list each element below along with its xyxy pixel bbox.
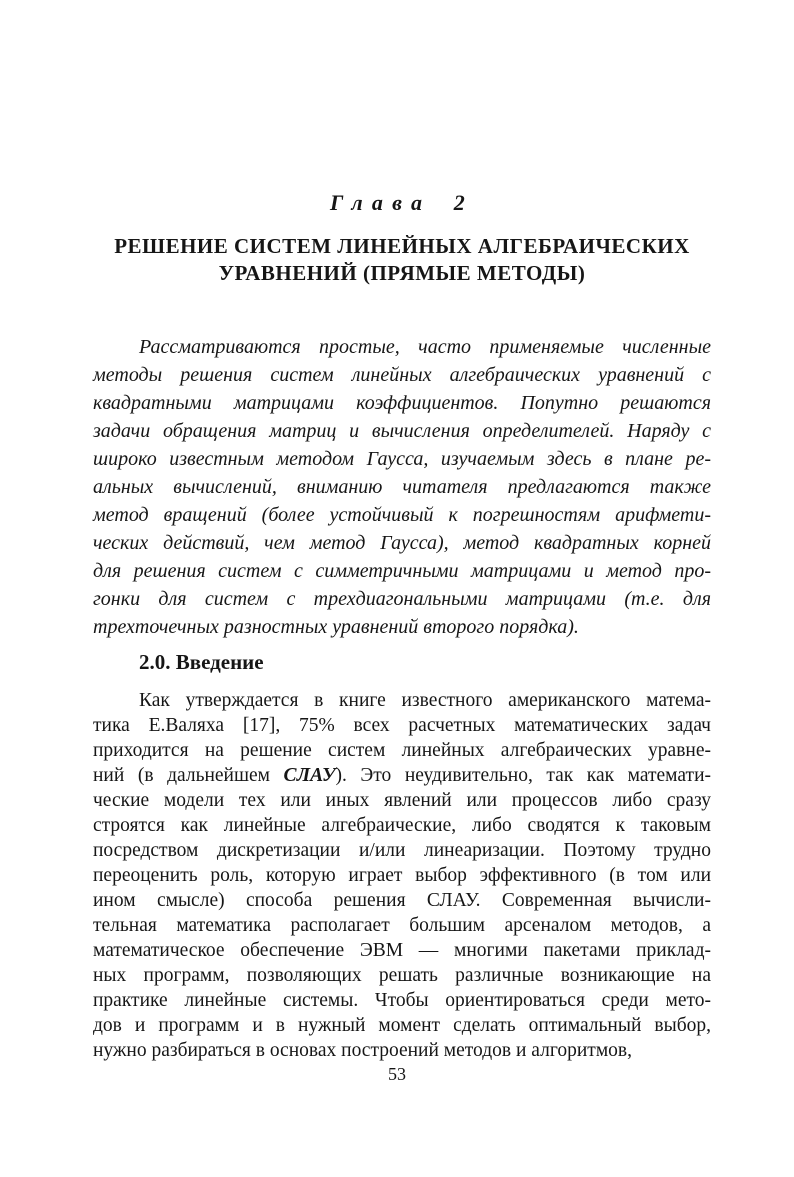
chapter-label: Глава 2 xyxy=(330,190,474,215)
text-line: практике линейные системы. Чтобы ориентироваться среди мето- xyxy=(93,990,711,1011)
text-line: квадратными матрицами коэффициентов. Попутно решаются xyxy=(93,392,711,414)
text-line: Рассматриваются простые, часто применяемые численные xyxy=(139,336,711,358)
text-line: Как утверждается в книге известного американского матема- xyxy=(139,690,711,711)
text-line: РЕШЕНИЕ СИСТЕМ ЛИНЕЙНЫХ АЛГЕБРАИЧЕСКИХ xyxy=(114,234,690,258)
text-line: ином смысле) способа решения СЛАУ. Современная вычисли- xyxy=(93,890,711,911)
text-line: нужно разбираться в основах построений методов и алгоритмов, xyxy=(93,1040,633,1061)
text-line: задачи обращения матриц и вычисления определителей. Наряду с xyxy=(93,420,711,442)
text-line: строятся как линейные алгебраические, либо сводятся к таковым xyxy=(93,815,711,836)
text-line: метод вращений (более устойчивый к погрешностям арифмети- xyxy=(93,504,711,526)
chapter-title xyxy=(93,233,711,287)
text-line: дов и программ и в нужный момент сделать оптимальный выбор, xyxy=(93,1015,711,1036)
text-line: посредством дискретизации и/или линеаризации. Поэтому трудно xyxy=(93,840,711,861)
text-line: ний (в дальнейшем СЛАУ). Это неудивительно, так как математи- xyxy=(93,765,711,786)
text-line: широко известным методом Гаусса, изучаемым здесь в плане ре- xyxy=(93,448,711,470)
abstract-paragraph xyxy=(93,333,711,641)
text-line: приходится на решение систем линейных алгебраических уравне- xyxy=(93,740,711,761)
text-line: тельная математика располагает большим арсеналом методов, а xyxy=(93,915,711,936)
text-line: ческие модели тех или иных явлений или процессов либо сразу xyxy=(93,790,711,811)
page-number: 53 xyxy=(388,1064,406,1084)
text-line: УРАВНЕНИЙ (ПРЯМЫЕ МЕТОДЫ) xyxy=(218,261,586,285)
text-line: ных программ, позволяющих решать различные возникающие на xyxy=(93,965,711,986)
text-line: тика Е.Валяха [17], 75% всех расчетных математических задач xyxy=(93,715,711,736)
text-line: математическое обеспечение ЭВМ — многими пакетами приклад- xyxy=(93,940,711,961)
text-line: альных вычислений, вниманию читателя предлагаются также xyxy=(93,476,711,498)
text-line: гонки для систем с трехдиагональными матрицами (т.е. для xyxy=(93,588,711,610)
text-line: методы решения систем линейных алгебраических уравнений с xyxy=(93,364,711,386)
section-heading: 2.0. Введение xyxy=(139,650,264,674)
text-line: трехточечных разностных уравнений второго порядка). xyxy=(93,616,579,638)
text-block xyxy=(93,0,711,1063)
text-line: ческих действий, чем метод Гаусса), метод квадратных корней xyxy=(93,532,711,554)
intro-paragraph xyxy=(93,688,711,1063)
text-line: переоценить роль, которую играет выбор эффективного (в том или xyxy=(93,865,711,886)
text-line: для решения систем с симметричными матрицами и метод про- xyxy=(93,560,711,582)
